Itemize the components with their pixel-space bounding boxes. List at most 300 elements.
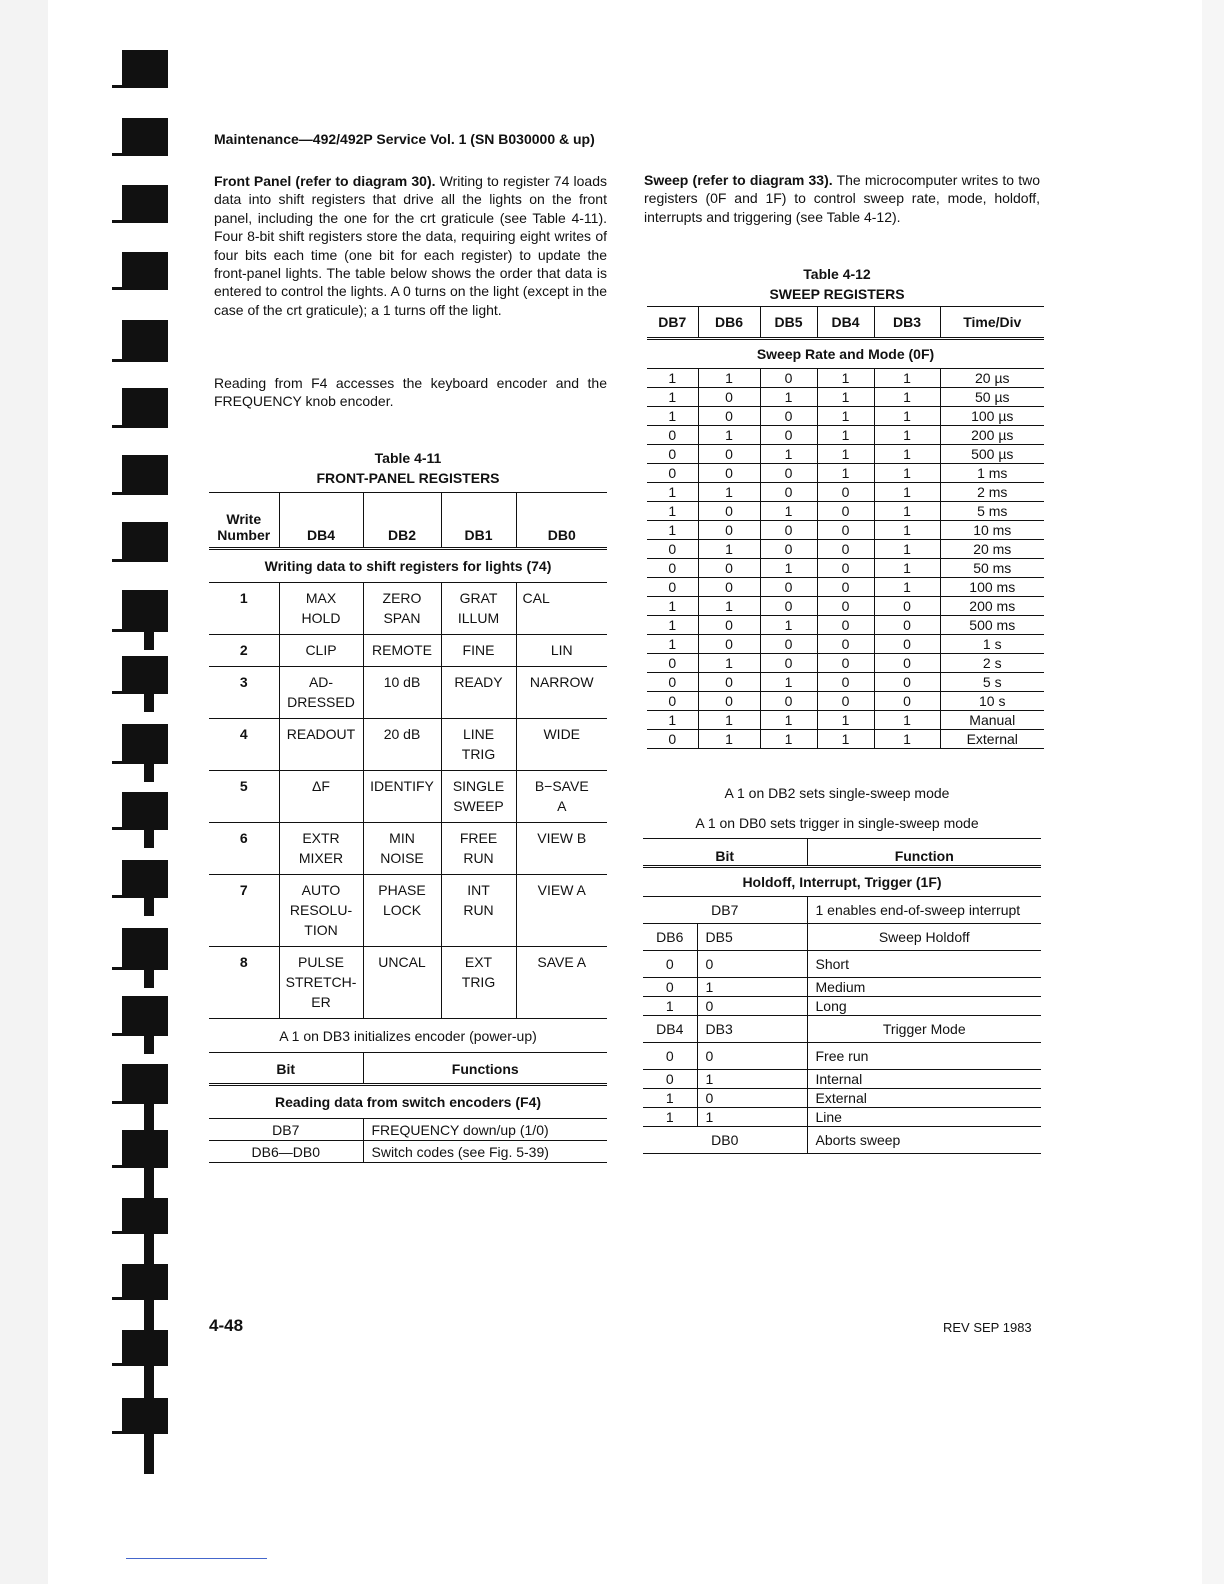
- table-cell: 1: [874, 483, 940, 502]
- table-cell: 6: [209, 823, 279, 875]
- table-cell: 2 s: [940, 654, 1044, 673]
- binding-tab: [122, 1198, 168, 1234]
- holdoff-trigger-table: [643, 838, 1041, 1154]
- table-cell: 0: [817, 692, 874, 711]
- binding-spine: [144, 970, 154, 988]
- column-header: DB7: [647, 307, 698, 339]
- table-cell: External: [940, 730, 1044, 749]
- table-cell: FINE: [441, 635, 516, 667]
- front-panel-registers-table: [209, 492, 607, 1163]
- table-cell: 1: [760, 711, 817, 730]
- table-cell: VIEW A: [516, 875, 607, 947]
- table-cell: 0: [698, 388, 760, 407]
- binding-hook: [112, 1101, 122, 1104]
- binding-hook: [112, 1231, 122, 1234]
- table-cell: 0: [698, 521, 760, 540]
- table-cell: READOUT: [279, 719, 363, 771]
- table-cell: Internal: [807, 1070, 1041, 1089]
- table-cell: DB3: [697, 1016, 807, 1043]
- binding-hook: [112, 85, 122, 88]
- table-cell: FREE RUN: [441, 823, 516, 875]
- table-cell: External: [807, 1089, 1041, 1108]
- binding-tab: [122, 724, 168, 764]
- table-cell: 1: [697, 1070, 807, 1089]
- table-cell: 1: [698, 369, 760, 388]
- column-header: Time/Div: [940, 307, 1044, 339]
- table-cell: 0: [647, 426, 698, 445]
- table-row: [209, 635, 607, 667]
- binding-spine: [144, 830, 154, 848]
- page-number: 4-48: [209, 1316, 244, 1335]
- table-row: [647, 407, 1044, 426]
- binding-hook: [112, 1431, 122, 1434]
- scan-artifact-line: [126, 1558, 267, 1559]
- table-cell: IDENTIFY: [363, 771, 441, 823]
- table-cell: 0: [697, 1043, 807, 1070]
- front-panel-text: Writing to register 74 loads data into shift registers that drive all the lights on the front panel, including the one for the crt graticule (see Table 4-11). Four 8-bit shift registers store the data, requiring eight writes of four bits each time (one bit for each register) to update the front-panel lights. The table below shows the order that data is entered to control the lights. A 0 turns on the light (except in the case of the crt graticule); a 1 turns off the light.: [214, 173, 607, 318]
- table-cell: LINE TRIG: [441, 719, 516, 771]
- table-cell: 1: [647, 711, 698, 730]
- binding-tab: [122, 388, 168, 428]
- binding-spine: [144, 1036, 154, 1054]
- table-cell: 0: [817, 673, 874, 692]
- table-cell: 2 ms: [940, 483, 1044, 502]
- table-cell: 0: [647, 730, 698, 749]
- binding-tab: [122, 118, 168, 156]
- section-label: Reading data from switch encoders (F4): [209, 1085, 607, 1119]
- table-cell: CLIP: [279, 635, 363, 667]
- table-row: [647, 654, 1044, 673]
- table-cell: 0: [760, 483, 817, 502]
- table-cell: 500 µs: [940, 445, 1044, 464]
- table-cell: 2: [209, 635, 279, 667]
- revision-date: REV SEP 1983: [943, 1320, 1032, 1335]
- binding-hook: [112, 559, 122, 562]
- table-cell: 1: [874, 369, 940, 388]
- table-cell: 1: [647, 597, 698, 616]
- table-cell: 0: [760, 654, 817, 673]
- table-cell: 100 µs: [940, 407, 1044, 426]
- section-label: Writing data to shift registers for lights (74): [209, 549, 607, 583]
- table-row: [647, 540, 1044, 559]
- table-cell: 1: [874, 540, 940, 559]
- f4-paragraph: Reading from F4 accesses the keyboard encoder and the FREQUENCY knob encoder.: [214, 375, 607, 410]
- binding-tab: [122, 185, 168, 223]
- table-cell: 0: [647, 540, 698, 559]
- table-cell: 1: [760, 673, 817, 692]
- table-subtitle: FRONT-PANEL REGISTERS: [316, 470, 500, 486]
- table-cell: 1: [647, 388, 698, 407]
- table-cell: 0: [817, 483, 874, 502]
- table-cell: 0: [760, 426, 817, 445]
- binding-tab: [122, 1398, 168, 1434]
- table-cell: 1: [874, 559, 940, 578]
- table-cell: 10 ms: [940, 521, 1044, 540]
- table-cell: MIN NOISE: [363, 823, 441, 875]
- table-cell: DB6: [643, 924, 697, 951]
- table-4-11-caption: [209, 448, 607, 488]
- holdoff-header-row: [643, 924, 1041, 951]
- table-cell: ZERO SPAN: [363, 583, 441, 635]
- table-row: [643, 1070, 1041, 1089]
- table-cell: Short: [807, 951, 1041, 978]
- section-row: [643, 867, 1041, 897]
- table-cell: CAL: [516, 583, 607, 635]
- binding-hook: [112, 1363, 122, 1366]
- table-cell: 0: [647, 445, 698, 464]
- binding-tab: [122, 320, 168, 362]
- column-header: DB3: [874, 307, 940, 339]
- table-cell: 1: [697, 978, 807, 997]
- section-row: [209, 1085, 607, 1119]
- table-cell: 1: [209, 583, 279, 635]
- table-cell: 0: [874, 692, 940, 711]
- table-cell: 0: [760, 635, 817, 654]
- table-row: [209, 1119, 607, 1141]
- table-row: [647, 597, 1044, 616]
- table-cell: 1: [817, 388, 874, 407]
- table-cell: 0: [647, 692, 698, 711]
- table-row: [647, 635, 1044, 654]
- column-header: DB6: [698, 307, 760, 339]
- binding-hook: [112, 492, 122, 495]
- table-cell: 50 µs: [940, 388, 1044, 407]
- table-cell: 0: [874, 673, 940, 692]
- table-cell: 1: [647, 369, 698, 388]
- table-subtitle: SWEEP REGISTERS: [769, 286, 905, 302]
- table-row: [209, 947, 607, 1019]
- table-cell: 1: [760, 388, 817, 407]
- table-cell: Free run: [807, 1043, 1041, 1070]
- table-cell: 0: [760, 369, 817, 388]
- table-cell: 0: [760, 521, 817, 540]
- table-cell: 1: [698, 426, 760, 445]
- table-cell: 0: [817, 654, 874, 673]
- table-cell: 500 ms: [940, 616, 1044, 635]
- table-cell: VIEW B: [516, 823, 607, 875]
- binding-hook: [112, 1033, 122, 1036]
- table-cell: 1: [817, 464, 874, 483]
- table-cell: Long: [807, 997, 1041, 1016]
- table-row: [647, 483, 1044, 502]
- binding-hook: [112, 1297, 122, 1300]
- binding-tab: [122, 1330, 168, 1366]
- column-header: Function: [807, 839, 1041, 867]
- binding-tab: [122, 590, 168, 632]
- table-cell: Aborts sweep: [807, 1127, 1041, 1154]
- table-row: [209, 823, 607, 875]
- table-cell: 5 s: [940, 673, 1044, 692]
- page-edge-shade: [0, 0, 48, 1584]
- binding-tab: [122, 1064, 168, 1104]
- binding-tab: [122, 1264, 168, 1300]
- binding-hook: [112, 359, 122, 362]
- table-cell: 1: [817, 445, 874, 464]
- table-cell: DB7: [643, 897, 807, 924]
- table-row: [647, 388, 1044, 407]
- column-header: Write Number: [209, 493, 279, 549]
- table-cell: 1: [698, 483, 760, 502]
- table-cell: 1: [698, 597, 760, 616]
- table-cell: 1: [760, 445, 817, 464]
- table-cell: 5: [209, 771, 279, 823]
- table-row: [643, 951, 1041, 978]
- table-cell: 1: [643, 1089, 697, 1108]
- table-cell: 0: [643, 978, 697, 997]
- table-cell: 20 ms: [940, 540, 1044, 559]
- table-row: [643, 997, 1041, 1016]
- table-cell: 0: [817, 502, 874, 521]
- table-cell: Switch codes (see Fig. 5-39): [363, 1141, 607, 1163]
- sweep-text: The microcomputer writes to two registers (0F and 1F) to control sweep rate, mode, holdoff, interrupts and triggering (see Table 4-12).: [644, 172, 1040, 225]
- table-cell: 20 dB: [363, 719, 441, 771]
- table-cell: Manual: [940, 711, 1044, 730]
- table-cell: FREQUENCY down/up (1/0): [363, 1119, 607, 1141]
- binding-tab: [122, 656, 168, 694]
- trigger-header-row: [643, 1016, 1041, 1043]
- table-row: [643, 1043, 1041, 1070]
- binding-hook: [112, 761, 122, 764]
- table-cell: 1: [760, 559, 817, 578]
- table-row: [643, 897, 1041, 924]
- table-cell: 0: [698, 464, 760, 483]
- table-cell: DB5: [697, 924, 807, 951]
- page-edge-shade-right: [1202, 0, 1224, 1584]
- table-cell: 0: [817, 559, 874, 578]
- table-cell: 1: [874, 711, 940, 730]
- table-row: [209, 583, 607, 635]
- table-cell: 1: [874, 521, 940, 540]
- table-cell: 1: [698, 711, 760, 730]
- binding-hook: [112, 691, 122, 694]
- table-cell: B−SAVE A: [516, 771, 607, 823]
- table-cell: 3: [209, 667, 279, 719]
- table-cell: 0: [760, 597, 817, 616]
- table-cell: 1: [760, 730, 817, 749]
- table-cell: 0: [698, 616, 760, 635]
- table-cell: 50 ms: [940, 559, 1044, 578]
- binding-tab: [122, 455, 168, 495]
- table-cell: 0: [647, 673, 698, 692]
- table-cell: 0: [643, 951, 697, 978]
- binding-tab: [122, 1130, 168, 1168]
- column-header: DB1: [441, 493, 516, 549]
- table-cell: 1: [643, 1108, 697, 1127]
- table-cell: 0: [760, 464, 817, 483]
- table-row: [647, 578, 1044, 597]
- binding-tab: [122, 928, 168, 970]
- binding-spine: [144, 694, 154, 712]
- sweep-heading: Sweep (refer to diagram 33).: [644, 172, 833, 188]
- table-cell: ΔF: [279, 771, 363, 823]
- table-cell: 1: [874, 578, 940, 597]
- table-row: [647, 464, 1044, 483]
- table-cell: 0: [643, 1070, 697, 1089]
- table-cell: 0: [698, 635, 760, 654]
- column-header: Bit: [209, 1053, 363, 1085]
- binding-hook: [112, 425, 122, 428]
- table-cell: 200 µs: [940, 426, 1044, 445]
- table-note: A 1 on DB3 initializes encoder (power-up): [209, 1019, 607, 1053]
- table-cell: Line: [807, 1108, 1041, 1127]
- table-cell: 1: [874, 407, 940, 426]
- front-panel-heading: Front Panel (refer to diagram 30).: [214, 173, 436, 189]
- table-cell: 1: [697, 1108, 807, 1127]
- front-panel-paragraph: [214, 172, 607, 319]
- section-row: [209, 549, 607, 583]
- table-cell: 0: [647, 654, 698, 673]
- table-cell: 0: [817, 616, 874, 635]
- table-title: Table 4-11: [374, 450, 442, 466]
- table-cell: 1: [874, 502, 940, 521]
- table-cell: 0: [874, 654, 940, 673]
- column-header: DB4: [279, 493, 363, 549]
- table-cell: 0: [760, 578, 817, 597]
- table-cell: 0: [817, 578, 874, 597]
- table-cell: 1: [647, 521, 698, 540]
- table-cell: SINGLE SWEEP: [441, 771, 516, 823]
- table-row: [647, 369, 1044, 388]
- table-row: [209, 771, 607, 823]
- table-cell: READY: [441, 667, 516, 719]
- table-cell: 1: [817, 407, 874, 426]
- table-cell: WIDE: [516, 719, 607, 771]
- table-cell: 0: [697, 1089, 807, 1108]
- binding-tab: [122, 792, 168, 830]
- table-cell: 0: [698, 559, 760, 578]
- table-cell: 0: [760, 407, 817, 426]
- table-row: [647, 730, 1044, 749]
- table-cell: SAVE A: [516, 947, 607, 1019]
- table-cell: 0: [698, 502, 760, 521]
- table-cell: LIN: [516, 635, 607, 667]
- table-row: [647, 673, 1044, 692]
- table-cell: 1: [817, 711, 874, 730]
- table-cell: 0: [874, 616, 940, 635]
- table-cell: 0: [697, 951, 807, 978]
- table-row: [209, 1141, 607, 1163]
- table-cell: PHASE LOCK: [363, 875, 441, 947]
- table-cell: 1: [647, 635, 698, 654]
- binding-tab: [122, 996, 168, 1036]
- table-cell: 0: [647, 464, 698, 483]
- table-row: [647, 445, 1044, 464]
- table-cell: PULSE STRETCH- ER: [279, 947, 363, 1019]
- table-cell: 100 ms: [940, 578, 1044, 597]
- column-header: Functions: [363, 1053, 607, 1085]
- table-4-12-caption: [647, 264, 1027, 304]
- binding-spine: [144, 898, 154, 916]
- table-cell: 0: [817, 521, 874, 540]
- table-cell: 1 s: [940, 635, 1044, 654]
- column-header: DB2: [363, 493, 441, 549]
- binding-hook: [112, 287, 122, 290]
- binding-hook: [112, 967, 122, 970]
- binding-tab: [122, 50, 168, 88]
- table-cell: 1: [817, 730, 874, 749]
- table-cell: 1: [874, 445, 940, 464]
- table-cell: 1: [698, 540, 760, 559]
- table-cell: 1: [874, 464, 940, 483]
- table-cell: 1: [698, 730, 760, 749]
- table-cell: 0: [874, 635, 940, 654]
- table-row: [643, 978, 1041, 997]
- table-row: [647, 521, 1044, 540]
- table-cell: DB6—DB0: [209, 1141, 363, 1163]
- table-cell: DB4: [643, 1016, 697, 1043]
- binding-hook: [112, 827, 122, 830]
- column-header: DB5: [760, 307, 817, 339]
- table-row: [643, 1108, 1041, 1127]
- binding-tab: [122, 252, 168, 290]
- table-row: [647, 426, 1044, 445]
- table-cell: REMOTE: [363, 635, 441, 667]
- table-row: [643, 1089, 1041, 1108]
- table-cell: Medium: [807, 978, 1041, 997]
- db2-note: A 1 on DB2 sets single-sweep mode: [724, 785, 950, 801]
- table-cell: 0: [643, 1043, 697, 1070]
- table-cell: 1: [647, 407, 698, 426]
- table-title: Table 4-12: [803, 266, 871, 282]
- binding-tabs: [118, 0, 178, 1584]
- table-cell: 8: [209, 947, 279, 1019]
- running-header: Maintenance—492/492P Service Vol. 1 (SN B030000 & up): [214, 131, 595, 147]
- table-cell: 0: [698, 673, 760, 692]
- table-cell: 1 ms: [940, 464, 1044, 483]
- table-cell: 0: [647, 559, 698, 578]
- binding-hook: [112, 153, 122, 156]
- table-cell: EXTR MIXER: [279, 823, 363, 875]
- table-row: [647, 711, 1044, 730]
- table-cell: 10 dB: [363, 667, 441, 719]
- table-cell: 200 ms: [940, 597, 1044, 616]
- section-row: [647, 339, 1044, 369]
- bit-header-row: [209, 1053, 607, 1085]
- table-cell: INT RUN: [441, 875, 516, 947]
- table-cell: 10 s: [940, 692, 1044, 711]
- table-cell: 1: [647, 483, 698, 502]
- table-cell: 1: [874, 730, 940, 749]
- table-row: [209, 875, 607, 947]
- table-cell: 0: [698, 578, 760, 597]
- table-cell: NARROW: [516, 667, 607, 719]
- section-label: Holdoff, Interrupt, Trigger (1F): [643, 867, 1041, 897]
- table-cell: 0: [760, 692, 817, 711]
- binding-hook: [112, 220, 122, 223]
- section-label: Sweep Rate and Mode (0F): [647, 339, 1044, 369]
- table-cell: 5 ms: [940, 502, 1044, 521]
- binding-spine: [144, 632, 154, 650]
- table-cell: 1 enables end-of-sweep interrupt: [807, 897, 1041, 924]
- binding-spine: [144, 764, 154, 782]
- table-cell: MAX HOLD: [279, 583, 363, 635]
- table-cell: 0: [647, 578, 698, 597]
- db0-note: A 1 on DB0 sets trigger in single-sweep mode: [695, 815, 979, 831]
- bit-header-row: [643, 839, 1041, 867]
- binding-hook: [112, 629, 122, 632]
- table-cell: 1: [760, 616, 817, 635]
- table-cell: Sweep Holdoff: [807, 924, 1041, 951]
- sweep-registers-table: [647, 306, 1044, 749]
- column-header: DB4: [817, 307, 874, 339]
- table-cell: 0: [698, 692, 760, 711]
- table-row: [647, 692, 1044, 711]
- table-row: [209, 719, 607, 771]
- note-row: [209, 1019, 607, 1053]
- table-cell: 20 µs: [940, 369, 1044, 388]
- table-cell: EXT TRIG: [441, 947, 516, 1019]
- table-cell: DB7: [209, 1119, 363, 1141]
